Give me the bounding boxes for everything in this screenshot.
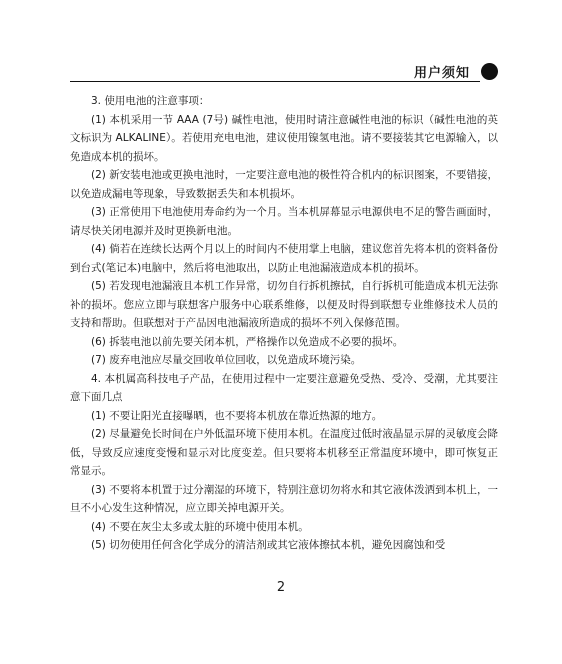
battery-note-2: (2) 新安装电池或更换电池时，一定要注意电池的极性符合机内的标识图案，不要错接，以免造成漏电等现象，导致数据丢失和本机损坏。 bbox=[70, 169, 498, 200]
header-divider bbox=[70, 81, 480, 82]
care-note-5: (5) 切勿使用任何含化学成分的清洁剂或其它液体擦拭本机，避免因腐蚀和受 bbox=[91, 539, 446, 551]
battery-note-4: (4) 倘若在连续长达两个月以上的时间内不使用掌上电脑，建议您首先将本机的资料备份到台式(笔记本)电脑中，然后将电池取出，以防止电池漏液造成本机的损坏。 bbox=[70, 243, 498, 274]
care-note-2: (2) 尽量避免长时间在户外低温环境下使用本机。在温度过低时液晶显示屏的灵敏度会降低，导致反应速度变慢和显示对比度变差。但只要将本机移至正常温度环境中，即可恢复正常显示。 bbox=[70, 428, 498, 477]
section-3-heading: 3. 使用电池的注意事项： bbox=[91, 95, 210, 107]
page-body bbox=[70, 92, 498, 555]
battery-note-3: (3) 正常使用下电池使用寿命约为一个月。当本机屏幕显示电源供电不足的警告画面时，请尽快关闭电源并及时更换新电池。 bbox=[70, 206, 498, 237]
battery-note-5: (5) 若发现电池漏液且本机工作异常，切勿自行拆机擦拭，自行拆机可能造成本机无法弥补的损坏。您应立即与联想客户服务中心联系维修，以便及时得到联想专业维修技术人员的支持和帮助。但联想对于产品因电池漏液所造成的损坏不列入保修范围。 bbox=[70, 280, 498, 329]
battery-note-6: (6) 拆装电池以前先要关闭本机，严格操作以免造成不必要的损坏。 bbox=[91, 335, 404, 348]
care-note-1: (1) 不要让阳光直接曝晒，也不要将本机放在靠近热源的地方。 bbox=[91, 409, 383, 422]
section-4-heading: 4. 本机属高科技电子产品，在使用过程中一定要注意避免受热、受冷、受潮，尤其要注意下面几点 bbox=[70, 372, 498, 403]
care-note-3: (3) 不要将本机置于过分潮湿的环境下，特别注意切勿将水和其它液体泼洒到本机上，一旦不小心发生这种情况，应立即关掉电源开关。 bbox=[70, 483, 498, 514]
care-note-4: (4) 不要在灰尘太多或太脏的环境中使用本机。 bbox=[91, 520, 309, 533]
battery-note-1: (1) 本机采用一节 AAA (7号) 碱性电池，使用时请注意碱性电池的标识（碱性电池的英文标识为 ALKALINE）。若使用充电电池，建议使用镍氢电池。请不要接装其它电源输入，以免造成本机的损坏。 bbox=[70, 113, 498, 163]
page-header bbox=[70, 60, 498, 82]
circle-bullet-icon bbox=[481, 63, 498, 80]
page-number: 2 bbox=[276, 580, 286, 595]
header-title: 用户须知 bbox=[413, 66, 470, 81]
battery-note-7: (7) 废弃电池应尽量交回收单位回收，以免造成环境污染。 bbox=[91, 354, 362, 366]
